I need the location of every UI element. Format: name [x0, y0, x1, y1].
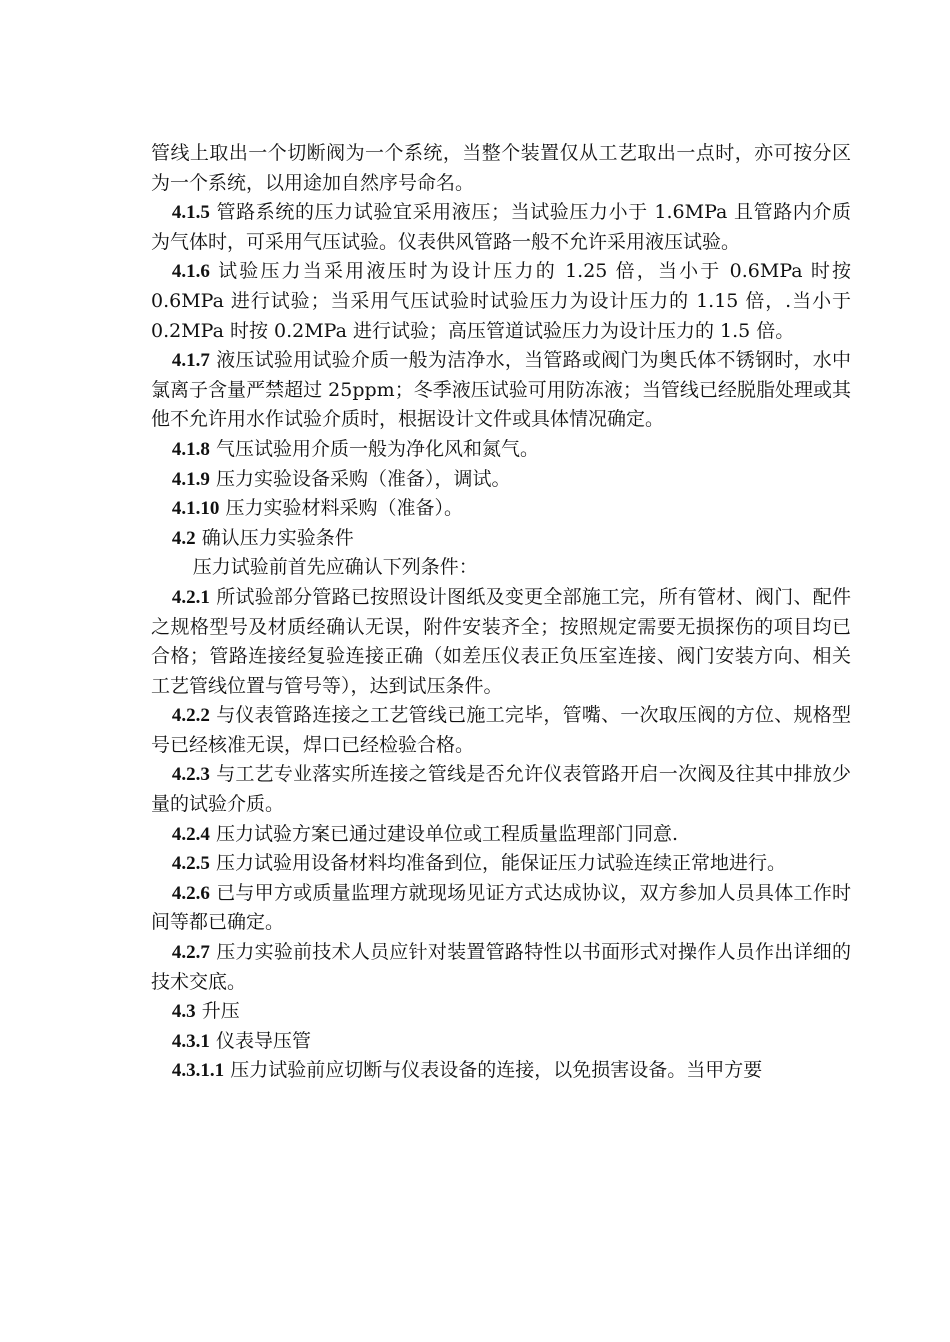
section-heading: 升压 — [201, 1000, 240, 1023]
section-number: 4.3 — [171, 1001, 196, 1023]
section-number: 4.2.5 — [171, 853, 210, 875]
section-number: 4.2.6 — [171, 882, 210, 904]
section-number: 4.2.7 — [171, 942, 210, 964]
paragraph-intro — [151, 553, 851, 583]
section-number: 4.2.2 — [171, 705, 210, 727]
paragraph-text: 试验压力当采用液压时为设计压力的 1.25 倍，当小于 0.6MPa 时按 0.6MPa 进行试验；当采用气压试验时试验压力为设计压力的 1.15 倍，.当小于 0.2MPa 时按 0.2MPa 进行试验；高压管道试验压力为设计压力的 1.5 倍。 — [151, 260, 851, 342]
paragraph — [151, 139, 851, 198]
paragraph-4-2-5 — [151, 849, 851, 879]
section-number: 4.1.6 — [171, 261, 210, 283]
paragraph-4-1-7 — [151, 346, 851, 435]
paragraph-4-2-3 — [151, 760, 851, 819]
heading-4-2 — [151, 524, 851, 554]
section-number: 4.3.1 — [171, 1030, 210, 1052]
paragraph-text: 已与甲方或质量监理方就现场见证方式达成协议，双方参加人员具体工作时间等都已确定。 — [151, 881, 851, 934]
section-number: 4.3.1.1 — [171, 1060, 225, 1082]
paragraph-text: 压力试验用设备材料均准备到位，能保证压力试验连续正常地进行。 — [215, 852, 786, 875]
paragraph-text: 管路系统的压力试验宜采用液压；当试验压力小于 1.6MPa 且管路内介质为气体时，可采用气压试验。仪表供风管路一般不允许采用液压试验。 — [151, 201, 852, 253]
section-number: 4.2.1 — [171, 586, 210, 608]
section-number: 4.1.5 — [171, 202, 210, 224]
paragraph-text: 与工艺专业落实所连接之管线是否允许仪表管路开启一次阀及往其中排放少量的试验介质。 — [151, 763, 851, 816]
section-number: 4.2 — [171, 527, 196, 549]
paragraph-4-1-6 — [151, 257, 851, 346]
paragraph-4-2-1 — [151, 583, 851, 701]
section-number: 4.2.4 — [171, 823, 210, 845]
section-number: 4.1.7 — [171, 350, 210, 372]
section-number: 4.2.3 — [171, 764, 210, 786]
paragraph-4-1-10 — [151, 494, 851, 524]
section-number: 4.1.9 — [171, 468, 210, 490]
section-heading: 确认压力实验条件 — [201, 526, 354, 549]
heading-4-3-1 — [151, 1027, 851, 1057]
section-number: 4.1.10 — [171, 498, 220, 520]
paragraph-text: 压力实验设备采购（准备），调试。 — [215, 467, 511, 490]
paragraph-4-2-4 — [151, 820, 851, 850]
paragraph-text: 气压试验用介质一般为净化风和氮气。 — [215, 437, 539, 460]
document-body — [151, 139, 851, 1086]
paragraph-text: 所试验部分管路已按照设计图纸及变更全部施工完，所有管材、阀门、配件之规格型号及材质经确认无误，附件安装齐全；按照规定需要无损探伤的项目均已合格；管路连接经复验连接正确（如差压仪表正负压室连接、阀门安装方向、相关工艺管线位置与管号等），达到试压条件。 — [151, 585, 851, 697]
section-number: 4.1.8 — [171, 438, 210, 460]
paragraph-4-1-9 — [151, 465, 851, 495]
paragraph-4-2-6 — [151, 879, 851, 938]
paragraph-4-2-7 — [151, 938, 851, 997]
paragraph-text: 液压试验用试验介质一般为洁净水，当管路或阀门为奥氏体不锈钢时，水中氯离子含量严禁超过 25ppm；冬季液压试验可用防冻液；当管线已经脱脂处理或其他不允许用水作试验介质时，根据设计文件或具体情况确定。 — [151, 349, 851, 431]
paragraph-text: 压力试验方案已通过建设单位或工程质量监理部门同意. — [215, 822, 678, 845]
paragraph-text: 压力试验前首先应确认下列条件： — [192, 556, 478, 579]
paragraph-text: 压力实验前技术人员应针对装置管路特性以书面形式对操作人员作出详细的技术交底。 — [151, 941, 851, 993]
paragraph-4-3-1-1 — [151, 1056, 851, 1086]
paragraph-text: 管线上取出一个切断阀为一个系统，当整个装置仅从工艺取出一点时，亦可按分区为一个系统，以用途加自然序号命名。 — [151, 142, 851, 194]
paragraph-text: 压力实验材料采购（准备）。 — [225, 497, 463, 520]
section-heading: 仪表导压管 — [215, 1029, 311, 1052]
heading-4-3 — [151, 997, 851, 1027]
paragraph-4-2-2 — [151, 701, 851, 760]
paragraph-text: 与仪表管路连接之工艺管线已施工完毕，管嘴、一次取压阀的方位、规格型号已经核准无误，焊口已经检验合格。 — [151, 704, 851, 756]
paragraph-text: 压力试验前应切断与仪表设备的连接，以免损害设备。当甲方要 — [230, 1059, 763, 1082]
paragraph-4-1-8 — [151, 435, 851, 465]
paragraph-4-1-5 — [151, 198, 851, 257]
